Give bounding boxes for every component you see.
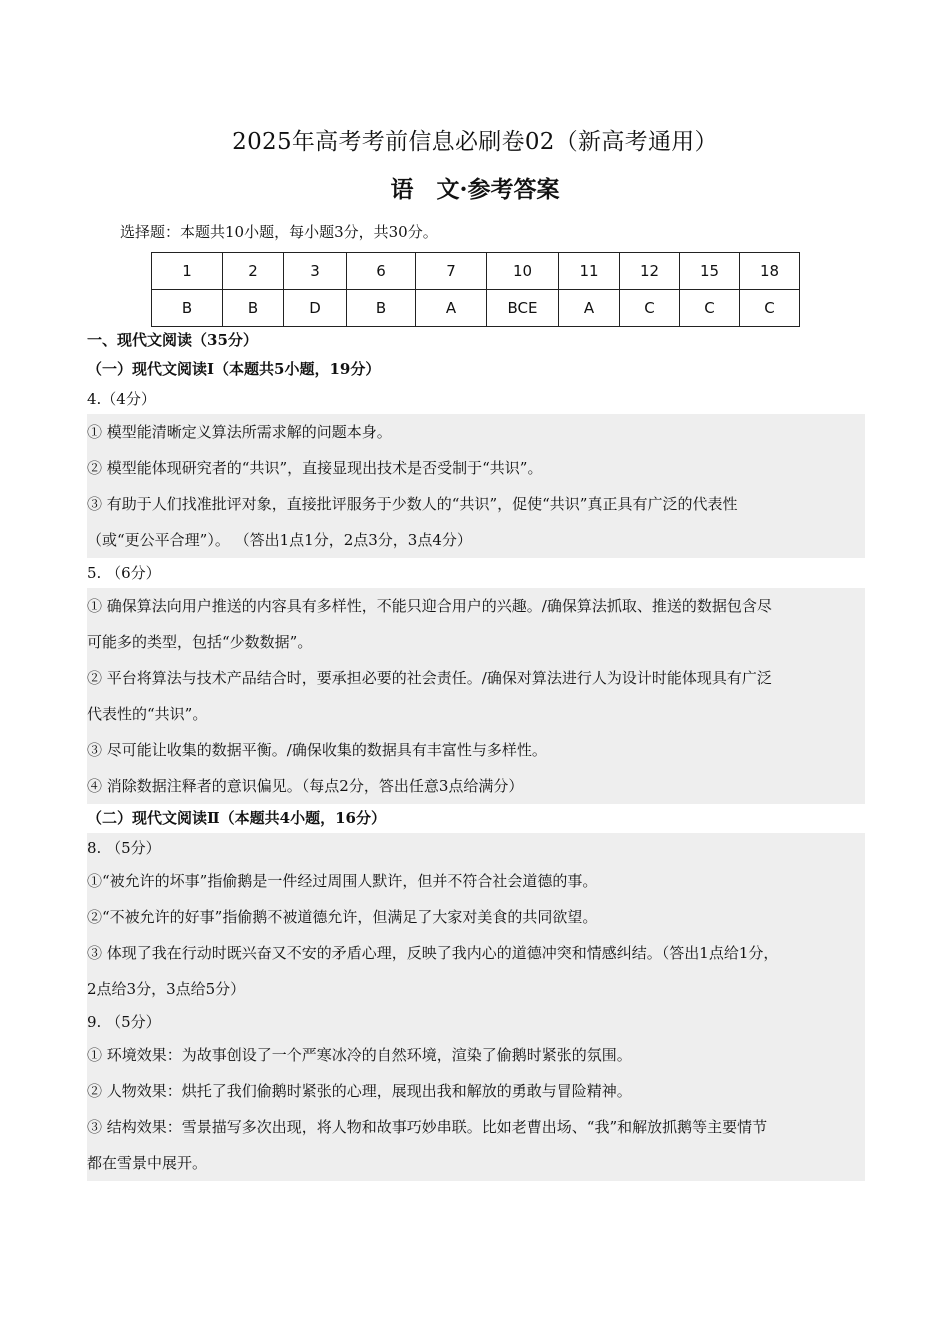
part2-heading: （二）现代文阅读Ⅱ（本题共4小题，16分） <box>87 809 386 827</box>
q8-label: 8. （5分） <box>87 839 161 857</box>
part2-answer-block <box>87 833 865 1181</box>
answer-line: ② 人物效果：烘托了我们偷鹅时紧张的心理，展现出我和解放的勇敢与冒险精神。 <box>87 1082 632 1100</box>
document-title: 2025年高考考前信息必刷卷02（新高考通用） <box>232 129 718 155</box>
choice-intro: 选择题：本题共10小题，每小题3分，共30分。 <box>120 223 438 241</box>
q9-label: 9. （5分） <box>87 1013 161 1031</box>
question-number-cell: 7 <box>416 253 487 290</box>
answer-line: 可能多的类型，包括“少数数据”。 <box>87 633 313 651</box>
question-number-cell: 11 <box>559 253 620 290</box>
q4-label: 4.（4分） <box>87 390 156 408</box>
answer-line: ③ 结构效果：雪景描写多次出现，将人物和故事巧妙串联。比如老曹出场、“我”和解放抓鹅等主要情节 <box>87 1118 768 1136</box>
answer-line: 都在雪景中展开。 <box>87 1154 208 1172</box>
answer-cell: B <box>152 290 223 327</box>
question-number-cell: 18 <box>740 253 800 290</box>
answer-line: ① 确保算法向用户推送的内容具有多样性，不能只迎合用户的兴趣。/确保算法抓取、推送的数据包含尽 <box>87 597 772 615</box>
answer-line: ③ 尽可能让收集的数据平衡。/确保收集的数据具有丰富性与多样性。 <box>87 741 547 759</box>
question-number-cell: 10 <box>487 253 559 290</box>
section-heading: 一、现代文阅读（35分） <box>87 331 258 349</box>
answer-cell: A <box>416 290 487 327</box>
answer-line: ①“被允许的坏事”指偷鹅是一件经过周围人默许，但并不符合社会道德的事。 <box>87 872 598 890</box>
answer-line: ② 平台将算法与技术产品结合时，要承担必要的社会责任。/确保对算法进行人为设计时能体现具有广泛 <box>87 669 772 687</box>
answer-line: ① 环境效果：为故事创设了一个严寒冰冷的自然环境，渲染了偷鹅时紧张的氛围。 <box>87 1046 632 1064</box>
document-subtitle: 语 文·参考答案 <box>390 176 560 203</box>
answer-cell: A <box>559 290 620 327</box>
answer-line: 代表性的“共识”。 <box>87 705 208 723</box>
question-number-cell: 3 <box>284 253 347 290</box>
question-number-cell: 6 <box>347 253 416 290</box>
answer-cell: C <box>620 290 680 327</box>
q5-label: 5. （6分） <box>87 564 161 582</box>
answer-line: ②“不被允许的好事”指偷鹅不被道德允许，但满足了大家对美食的共同欲望。 <box>87 908 598 926</box>
answer-cell: C <box>680 290 740 327</box>
q4-answer-block <box>87 414 865 558</box>
question-number-cell: 2 <box>223 253 284 290</box>
question-number-cell: 15 <box>680 253 740 290</box>
answer-cell: C <box>740 290 800 327</box>
answer-cell: BCE <box>487 290 559 327</box>
question-number-cell: 1 <box>152 253 223 290</box>
answer-cell: B <box>223 290 284 327</box>
part1-heading: （一）现代文阅读Ⅰ（本题共5小题，19分） <box>87 360 381 378</box>
answer-content <box>87 326 865 1181</box>
answer-line: ③ 体现了我在行动时既兴奋又不安的矛盾心理，反映了我内心的道德冲突和情感纠结。（答出1点给1分， <box>87 944 779 962</box>
answer-table <box>151 252 800 327</box>
answer-line: ④ 消除数据注释者的意识偏见。（每点2分，答出任意3点给满分） <box>87 777 524 795</box>
answer-cell: B <box>347 290 416 327</box>
answer-line: （或“更公平合理”）。 （答出1点1分，2点3分，3点4分） <box>87 531 472 549</box>
answer-line: ③ 有助于人们找准批评对象，直接批评服务于少数人的“共识”，促使“共识”真正具有广泛的代表性 <box>87 495 738 513</box>
answer-table-answer-row <box>152 290 800 327</box>
answer-line: ① 模型能清晰定义算法所需求解的问题本身。 <box>87 423 392 441</box>
answer-line: 2点给3分，3点给5分） <box>87 980 246 998</box>
answer-table-number-row <box>152 253 800 290</box>
answer-line: ② 模型能体现研究者的“共识”，直接显现出技术是否受制于“共识”。 <box>87 459 543 477</box>
q5-answer-block <box>87 588 865 804</box>
answer-cell: D <box>284 290 347 327</box>
question-number-cell: 12 <box>620 253 680 290</box>
